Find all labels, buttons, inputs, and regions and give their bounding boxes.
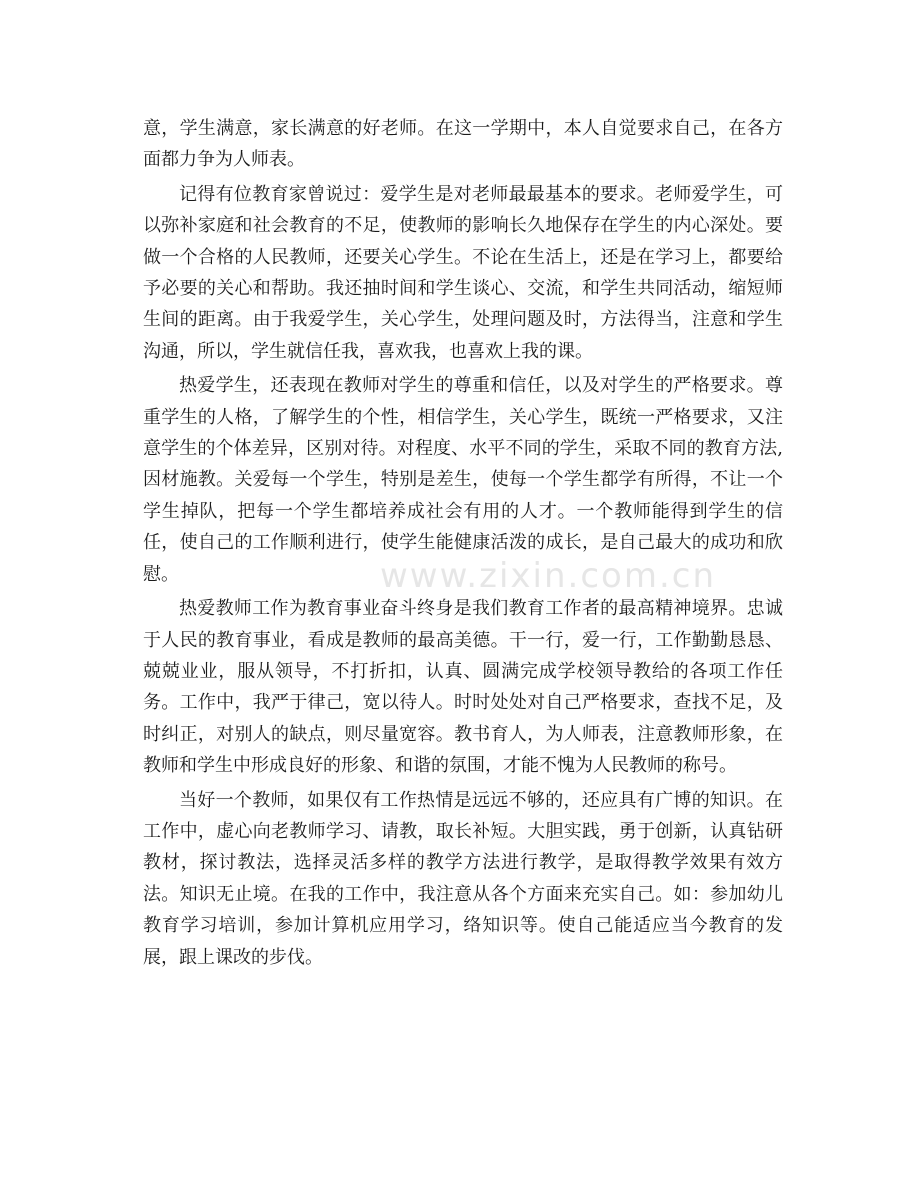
paragraph-5: 当好一个教师，如果仅有工作热情是远远不够的，还应具有广博的知识。在工作中，虚心向老教师学习、请教，取长补短。大胆实践，勇于创新，认真钻研教材，探讨教法，选择灵活多样的教学方法进行教学，是取得教学效果有效方法。知识无止境。在我的工作中，我注意从各个方面来充实自己。如：参加幼儿教育学习培训，参加计算机应用学习，络知识等。使自己能适应当今教育的发展，跟上课改的步伐。 — [143, 789, 783, 968]
paragraph-4: 热爱教师工作为教育事业奋斗终身是我们教育工作者的最高精神境界。忠诚于人民的教育事业，看成是教师的最高美德。干一行，爱一行，工作勤勤恳恳、兢兢业业，服从领导，不打折扣，认真、圆满完成学校领导教给的各项工作任务。工作中，我严于律己，宽以待人。时时处处对自己严格要求，查找不足，及时纠正，对别人的缺点，则尽量宽容。教书育人，为人师表，注意教师形象，在教师和学生中形成良好的形象、和谐的氛围，才能不愧为人民教师的称号。 — [143, 598, 783, 777]
document-body — [143, 113, 783, 976]
paragraph-1: 意，学生满意，家长满意的好老师。在这一学期中，本人自觉要求自己，在各方面都力争为人师表。 — [143, 118, 783, 171]
paragraph-3: 热爱学生，还表现在教师对学生的尊重和信任，以及对学生的严格要求。尊重学生的人格，了解学生的个性，相信学生，关心学生，既统一严格要求，又注意学生的个体差异，区别对待。对程度、水平不同的学生，采取不同的教育方法,因材施教。关爱每一个学生，特别是差生，使每一个学生都学有所得，不让一个学生掉队，把每一个学生都培养成社会有用的人才。一个教师能得到学生的信任，使自己的工作顺利进行，使学生能健康活泼的成长，是自己最大的成功和欣慰。 — [143, 375, 783, 585]
paragraph-2: 记得有位教育家曾说过：爱学生是对老师最最基本的要求。老师爱学生，可以弥补家庭和社会教育的不足，使教师的影响长久地保存在学生的内心深处。要做一个合格的人民教师，还要关心学生。不论在生活上，还是在学习上，都要给予必要的关心和帮助。我还抽时间和学生谈心、交流，和学生共同活动，缩短师生间的距离。由于我爱学生，关心学生，处理问题及时，方法得当，注意和学生沟通，所以，学生就信任我，喜欢我，也喜欢上我的课。 — [143, 183, 783, 362]
watermark: www.zixin.com.cn — [380, 556, 716, 596]
